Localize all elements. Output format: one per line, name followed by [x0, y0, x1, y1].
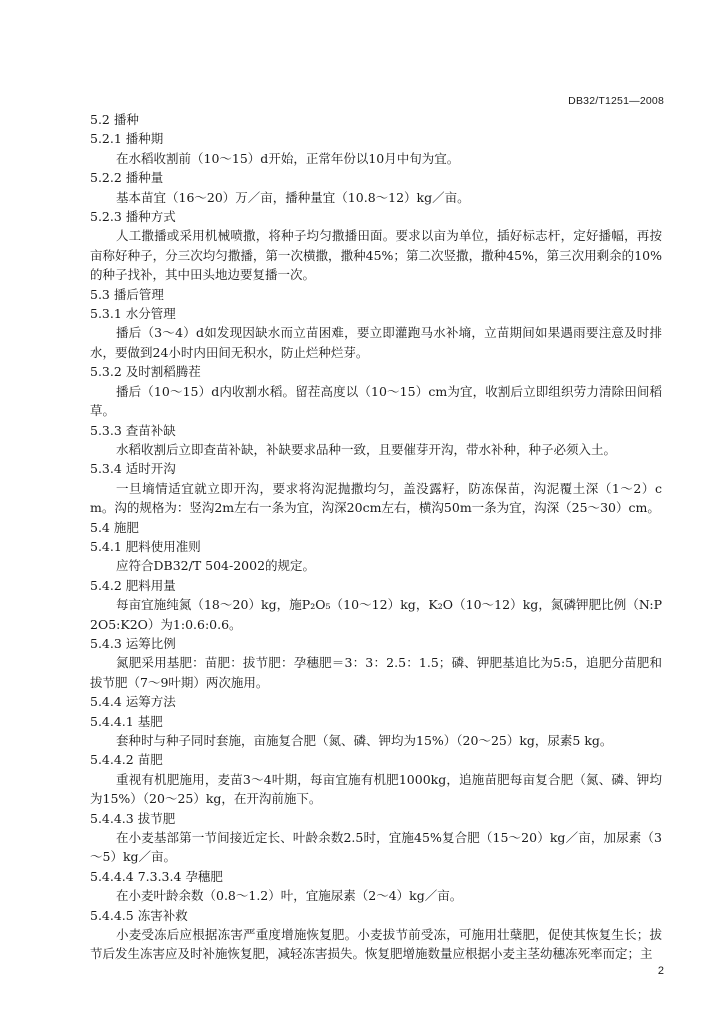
paragraph: 套种时与种子同时套施，亩施复合肥（氮、磷、钾均为15%）（20～25）kg，尿素5 kg。 [116, 733, 613, 748]
section-heading: 5.3.1 水分管理 [90, 306, 176, 322]
document-body [90, 110, 662, 964]
section-heading: 5.4.4.1 基肥 [90, 713, 163, 729]
paragraph: 在小麦基部第一节间接近定长、叶龄余数2.5时，宜施45%复合肥（15～20）kg／亩，加尿素（3～5）kg／亩。 [90, 830, 662, 865]
paragraph: 在小麦叶龄余数（0.8～1.2）叶，宜施尿素（2～4）kg／亩。 [116, 888, 463, 904]
section-heading: 5.2.1 播种期 [90, 131, 164, 147]
paragraph: 播后（10～15）d内收割水稻。留茬高度以（10～15）cm为宜，收割后立即组织劳力清除田间稻草。 [90, 383, 662, 419]
section-heading: 5.4.3 运筹比例 [90, 635, 176, 651]
section-heading: 5.4.4 运筹方法 [90, 694, 176, 710]
section-heading: 5.3.2 及时割稻腾茬 [90, 364, 201, 380]
paragraph: 水稻收割后立即查苗补缺，补缺要求品种一致，且要催芽开沟，带水补种，种子必须入土。 [116, 441, 617, 457]
paragraph: 基本苗宜（16～20）万／亩，播种量宜（10.8～12）kg／亩。 [116, 189, 470, 205]
page-number: 2 [657, 965, 664, 977]
section-heading: 5.3 播后管理 [90, 286, 164, 302]
section-heading: 5.2 播种 [90, 112, 139, 127]
section-heading: 5.3.4 适时开沟 [90, 461, 176, 477]
document-code: DB32/T1251—2008 [568, 95, 664, 107]
section-heading: 5.4.4.4 7.3.3.4 孕穗肥 [90, 868, 223, 884]
section-heading: 5.3.3 查苗补缺 [90, 422, 176, 438]
paragraph: 一旦墒情适宜就立即开沟，要求将沟泥抛撒均匀，盖没露籽，防冻保苗，沟泥覆土深（1～2）cm。沟的规格为：竖沟2m左右一条为宜，沟深20cm左右，横沟50m一条为宜，沟深（25～30）cm。 [90, 480, 662, 516]
paragraph: 氮肥采用基肥：苗肥：拔节肥：孕穗肥＝3：3：2.5：1.5；磷、钾肥基追比为5:5，追肥分苗肥和拔节肥（7～9叶期）两次施用。 [90, 655, 662, 690]
section-heading: 5.4.4.5 冻害补救 [90, 907, 188, 923]
section-heading: 5.4.4.2 苗肥 [90, 752, 163, 768]
section-heading: 5.4 施肥 [90, 519, 139, 535]
section-heading: 5.4.1 肥料使用准则 [90, 538, 201, 554]
section-heading: 5.2.2 播种量 [90, 170, 164, 186]
paragraph: 人工撒播或采用机械喷撒，将种子均匀撒播田面。要求以亩为单位，插好标志杆，定好播幅，再按亩称好种子，分三次均匀撒播，第一次横撒，撒种45%；第二次竖撒，撒种45%，第三次用剩余的10%的种子找补，其中田头地边要复播一次。 [90, 228, 662, 283]
paragraph: 在水稻收割前（10～15）d开始，正常年份以10月中旬为宜。 [116, 150, 460, 166]
section-heading: 5.4.4.3 拔节肥 [90, 810, 176, 826]
paragraph: 重视有机肥施用，麦苗3～4叶期，每亩宜施有机肥1000kg，追施苗肥每亩复合肥（氮、磷、钾均为15%）（20～25）kg，在开沟前施下。 [90, 771, 662, 807]
paragraph: 应符合DB32/T 504-2002的规定。 [116, 558, 316, 574]
paragraph: 小麦受冻后应根据冻害严重度增施恢复肥。小麦拔节前受冻，可施用壮蘖肥，促使其恢复生长；拔节后发生冻害应及时补施恢复肥，减轻冻害损失。恢复肥增施数量应根据小麦主茎幼穗冻死率而定；主 [90, 927, 662, 962]
section-heading: 5.2.3 播种方式 [90, 209, 176, 225]
section-heading: 5.4.2 肥料用量 [90, 577, 176, 593]
paragraph: 每亩宜施纯氮（18～20）kg，施P₂O₅（10～12）kg，K₂O（10～12）kg，氮磷钾肥比例（N:P2O5:K2O）为1:0.6:0.6。 [90, 597, 662, 632]
paragraph: 播后（3～4）d如发现因缺水而立苗困难，要立即灌跑马水补墒，立苗期间如果遇雨要注意及时排水，要做到24小时内田间无积水，防止烂种烂芽。 [90, 325, 662, 360]
